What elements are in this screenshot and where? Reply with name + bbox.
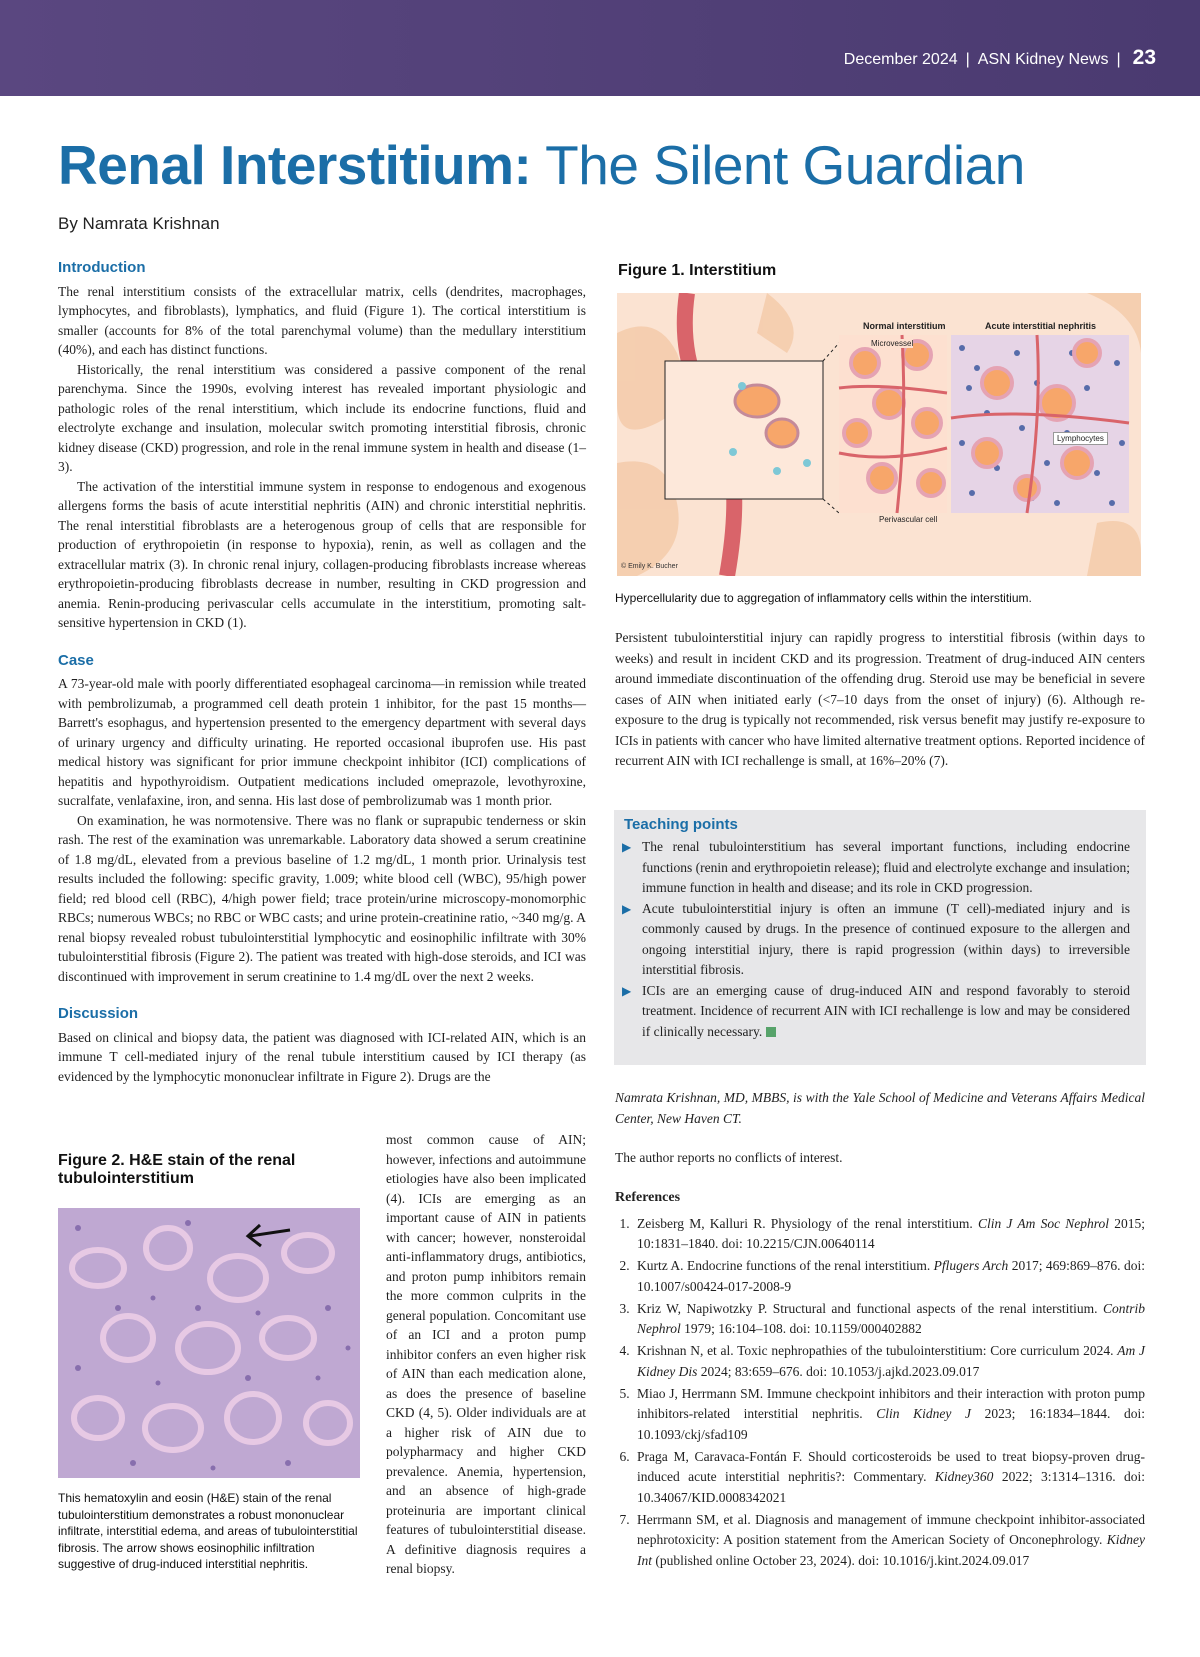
intro-paragraph: Historically, the renal interstitium was considered a passive component of the renal parenchyma. Since the 1990s, evolving interest has revealed important physiologic and pathologic roles of the renal interstitium, which include its endocrine functions, fluid and electrolyte exchange and insulation, molecular switch promoting interstitial fibrosis, chronic kidney disease (CKD) progression, and role in the renal immune system in health and disease (1–3). (58, 361, 586, 474)
he-stain-image (58, 1208, 360, 1478)
discussion-heading: Discussion (58, 1005, 139, 1022)
teaching-points-box (614, 810, 1146, 1065)
triangle-bullet-icon: ▶ (622, 983, 632, 998)
case-paragraph: A 73-year-old male with poorly differentiated esophageal carcinoma—in remission while treated with pembrolizumab, a programmed cell death protein 1 inhibitor, for the past 15 months—Barrett's esophagus, and hypertension presented to the emergency department with several days of urinary urgency and difficulty urinating. He reported occasional ibuprofen use. His past medical history was significant for prior immune checkpoint inhibitor (ICI) complications of hepatitis and hypothyroidism. Outpatient medications included omeprazole, levothyroxine, sucralfate, venlafaxine, iron, and senna. His last dose of pembrolizumab was 1 month prior. (58, 676, 586, 808)
intro-paragraph: The renal interstitium consists of the extracellular matrix, cells (dendrites, macrophages, lymphocytes, and fibroblasts), lymphatics, and fluid (Figure 1). The cortical interstitium is smaller (accounts for 8% of the total parenchymal volume) than the medullary interstitium (40%), and each has distinct functions. (58, 283, 586, 357)
intro-paragraph: The activation of the interstitial immune system in response to endogenous and exogenous allergens forms the basis of acute interstitial nephritis (AIN) and chronic interstitial nephritis. The renal interstitial fibroblasts are a heterogenous group of cells that are responsible for production of erythropoietin (in response to hypoxia), renin, as well as collagen and the extracellular matrix (3). In chronic renal injury, collagen-producing fibroblasts increase whereas erythropoietin-producing fibroblasts decrease in number, resulting in CKD progression and anemia. Renin-producing perivascular cells accumulate in the interstitium, promoting salt-sensitive hypertension in CKD (1). (58, 478, 586, 630)
issue-date: December 2024 (843, 51, 958, 68)
label-perivascular-cell: Perivascular cell (879, 515, 938, 524)
references-list (615, 1214, 1145, 1572)
reference-item: 7. Herrmann SM, et al. Diagnosis and management of immune checkpoint inhibitor-associated nephrotoxicity: A position statement from the American Society of Onconephrology. Kidney Int (published online October 23, 2024). doi: 10.1016/j.kint.2024.09.017 (633, 1510, 1145, 1572)
triangle-bullet-icon: ▶ (622, 840, 632, 854)
end-mark-icon (766, 1027, 776, 1037)
page-number: 23 (1132, 46, 1156, 69)
reference-item: 6. Praga M, Caravaca-Fontán F. Should corticosteroids be used to treat biopsy-proven drug-induced acute interstitial nephritis?: Commentary. Kidney360 2022; 3:1314–1316. doi: 10.34067/KID.0008342021 (633, 1447, 1145, 1509)
introduction-heading: Introduction (58, 259, 146, 276)
title-rest: The Silent Guardian (545, 134, 1025, 196)
figure-1-title: Figure 1. Interstitium (618, 262, 777, 279)
teaching-point-text: ICIs are an emerging cause of drug-induced AIN and respond favorably to steroid treatment. Incidence of recurrent AIN with ICI rechallenge is low and may be considered if clinically necessary. (642, 982, 1130, 1039)
references-heading: References (615, 1190, 681, 1205)
figure-1-caption: Hypercellularity due to aggregation of inflammatory cells within the interstitium. (615, 591, 1032, 605)
teaching-point (622, 837, 1130, 899)
case-paragraph: On examination, he was normotensive. There was no flank or suprapubic tenderness or skin rash. The rest of the examination was unremarkable. Laboratory data showed a serum creatinine of 1.8 mg/dL, elevated from a previous baseline of 1.2 mg/dL, 1 month prior. Urinalysis test results included the following: specific gravity, 1.009; white blood cell (WBC), 95/high power field; red blood cell (RBC), 4/high power field; trace protein/urine microscopy-monomorphic RBCs; numerous WBCs; no RBC or WBC casts; and urine protein-creatinine ratio, ~340 mg/g. A renal biopsy revealed robust tubulointerstitial lymphocytic and eosinophilic infiltrate with 30% tubulointerstitial fibrosis (Figure 2). The patient was treated with high-dose steroids, and ICI was discontinued with improvement in serum creatinine to 1.4 mg/dL over the next 2 weeks. (58, 812, 586, 984)
publication-name: ASN Kidney News (977, 51, 1109, 68)
figure-2-title: Figure 2. H&E stain of the renal tubulointerstitium (58, 1152, 296, 1187)
discussion-paragraph: most common cause of AIN; however, infections and autoimmune etiologies have also been implicated (4). ICIs are emerging as an important cause of AIN in patients with cancer; however, nonsteroidal anti-inflammatory drugs, antibiotics, and proton pump inhibitors remain the more common culprits in the general population. Concomitant use of an ICI and a proton pump inhibitor confers an even higher risk of AIN than each medication alone, as does the presence of baseline CKD (4, 5). Older individuals are at a higher risk of AIN due to polypharmacy and higher CKD prevalence. Anemia, hypertension, and an absence of high-grade proteinuria are important clinical features of tubulointerstitial disease. A definitive diagnosis requires a renal biopsy. (386, 1132, 586, 1576)
interstitium-illustration (617, 293, 1141, 576)
reference-item: 2. Kurtz A. Endocrine functions of the renal interstitium. Pflugers Arch 2017; 469:869–876. doi: 10.1007/s00424-017-2008-9 (633, 1256, 1145, 1297)
discussion-paragraph: Based on clinical and biopsy data, the patient was diagnosed with ICI-related AIN, which is an immune T cell-mediated injury of the renal tubule interstitium caused by ICI therapy (as evidenced by the lymphocytic mononuclear infiltrate in Figure 2). Drugs are the (58, 1029, 586, 1084)
teaching-point-text: Acute tubulointerstitial injury is often an immune (T cell)-mediated injury and is commonly caused by drugs. In the presence of continued exposure to the allergen and ongoing interstitial injury, there is rapid progression (within days) to irreversible interstitial fibrosis. (642, 900, 1130, 977)
discussion-narrow-column (386, 1130, 586, 1579)
teaching-point (622, 981, 1130, 1043)
reference-item: 3. Kriz W, Napiwotzky P. Structural and functional aspects of the renal interstitium. Contrib Nephrol 1979; 16:104–108. doi: 10.1159/000402882 (633, 1299, 1145, 1340)
figure-2-caption: This hematoxylin and eosin (H&E) stain of the renal tubulointerstitium demonstrates a robust mononuclear infiltrate, interstitial edema, and areas of tubulointerstitial fibrosis. The arrow shows eosinophilic infiltration suggestive of drug-induced interstitial nephritis. (58, 1491, 358, 1571)
label-acute-interstitial-nephritis: Acute interstitial nephritis (985, 321, 1097, 331)
reference-item: 5. Miao J, Herrmann SM. Immune checkpoint inhibitors and their interaction with proton pump inhibitors-related interstitial nephritis. Clin Kidney J 2023; 16:1834–1844. doi: 10.1093/ckj/sfad109 (633, 1384, 1145, 1446)
references (615, 1188, 1145, 1573)
discussion-continuation: Persistent tubulointerstitial injury can rapidly progress to interstitial fibrosis (within days to weeks) and result in incident CKD and its progression. Treatment of drug-induced AIN centers around immediate discontinuation of the offending drug. Steroid use may be beneficial in severe cases of AIN when initiated early (<7–10 days from the onset of injury) (6). Although re-exposure to the drug is typically not recommended, risk versus benefit may justify re-exposure to ICIs in patients with cancer who have limited alternative treatment options. Reported incidence of recurrent AIN with ICI rechallenge is small, at 16%–20% (7). (615, 630, 1145, 768)
teaching-point-text: The renal tubulointerstitium has several important functions, including endocrine functions (renin and erythropoietin release); fluid and electrolyte exchange and insulation; immune function in health and disease; and its role in CKD progression. (642, 839, 1130, 895)
label-normal-interstitium: Normal interstitium (863, 321, 946, 331)
disclosure: The author reports no conflicts of interest. (615, 1150, 843, 1165)
reference-item: 4. Krishnan N, et al. Toxic nephropathies of the tubulointerstitium: Core curriculum 2024. Am J Kidney Dis 2024; 83:659–676. doi: 10.1053/j.ajkd.2023.09.017 (633, 1341, 1145, 1382)
triangle-bullet-icon: ▶ (622, 901, 632, 916)
byline: By Namrata Krishnan (58, 214, 220, 233)
author-note: Namrata Krishnan, MD, MBBS, is with the Yale School of Medicine and Veterans Affairs Medical Center, New Haven CT. (615, 1090, 1145, 1126)
teaching-points-list (614, 837, 1146, 1042)
label-microvessel: Microvessel (871, 339, 914, 348)
figure-1-credit: © Emily K. Bucher (621, 563, 678, 570)
reference-item: 1. Zeisberg M, Kalluri R. Physiology of the renal interstitium. Clin J Am Soc Nephrol 2015; 10:1831–1840. doi: 10.2215/CJN.00640114 (633, 1214, 1145, 1255)
left-column (58, 258, 586, 1086)
label-lymphocytes: Lymphocytes (1053, 432, 1108, 445)
figure-2 (58, 1152, 364, 1188)
issue-info (844, 46, 1156, 70)
title-bold: Renal Interstitium: (58, 134, 532, 196)
header-separator: | (965, 51, 970, 68)
case-heading: Case (58, 651, 94, 669)
teaching-point (622, 899, 1130, 981)
header-separator-2: | (1116, 51, 1121, 68)
article-title (58, 132, 1025, 198)
teaching-points-heading: Teaching points (624, 816, 738, 833)
header-bar (0, 0, 1200, 96)
